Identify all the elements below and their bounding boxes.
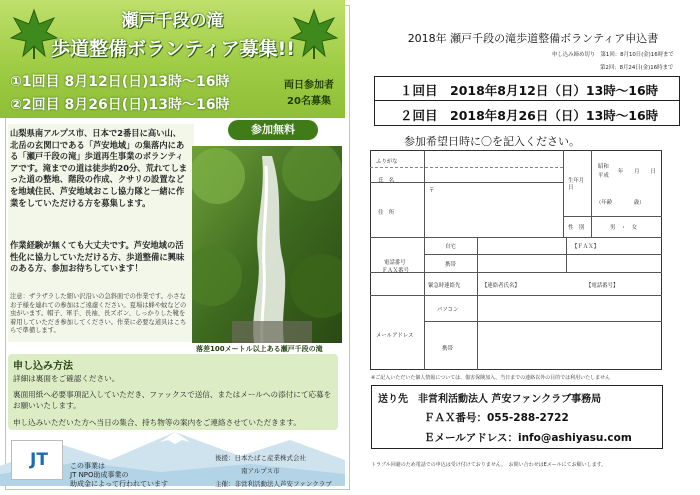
intro-welcome-text: 作業経験が無くても大丈夫です。芦安地域の活性化に協力していただける方、歩道整備に興味のある方、参加お待ちしています！ [10, 240, 185, 274]
birth-label: 生年月日 [568, 178, 585, 191]
event-date-1: ①1回目 8月12日(日)13時～16時 [10, 74, 230, 90]
phone-notice: トラブル回避のため電話での申込は受け付けておりません。 お問い合わせはEメールにてお願いします。 [371, 462, 607, 468]
home-phone-label: 自宅 [445, 244, 456, 250]
email-address[interactable]: Ｅメールアドレス：info@ashiyasu.com [424, 432, 632, 444]
deadline-note: 第2回：8月24日(金)16時まで [600, 65, 674, 71]
application-method-title: 申し込み方法 [13, 361, 73, 372]
deadline-note: 申し込み締め切り 第1回：8月10日(金)16時まで [552, 52, 674, 58]
flyer-subtitle: 歩道整備ボランティア募集!! [51, 38, 295, 60]
application-line: 裏面用紙へ必要事項記入していただき、ファックスで送信、またはメールへの添付にて応募をお願いいたします。 [13, 390, 332, 410]
jt-grant-note: 助成金によって行われています [70, 480, 168, 488]
jt-grant-note: この事業は [70, 462, 105, 470]
contact-phone-field[interactable]: 【電話番号】 [586, 283, 619, 289]
jt-logo [11, 440, 63, 480]
form-title: 2018年 瀬戸千段の滝歩道整備ボランティア申込書 [407, 32, 659, 45]
fax-number: ＦＡＸ番号：055-288-2722 [424, 412, 569, 424]
send-to-label: 送り先 非営利活動法人 芦安ファンクラブ事務局 [378, 394, 602, 405]
jt-logo-text: JT [30, 450, 48, 470]
photo-caption: 落差100メートル以上ある瀬戸千段の滝 [196, 345, 323, 353]
application-line: 詳細は裏面をご確認ください。 [13, 374, 120, 383]
furigana-label: ふりがな [376, 159, 398, 165]
recruit-count-label: 20名募集 [287, 96, 331, 107]
flyer-title: 瀬戸千段の滝 [121, 11, 224, 31]
free-participation-badge: 参加無料 [228, 120, 318, 140]
address-label: 住 所 [378, 210, 395, 216]
application-line: 申し込みいただいた方へ当日の集合、持ち物等の案内をご連絡させていただきます。 [13, 418, 301, 427]
organizer-line: 主催：非営利活動法人芦安ファンクラブ [215, 480, 332, 488]
mobile-label: 携帯 [445, 262, 456, 268]
sex-choice[interactable]: 男 ・ 女 [610, 225, 637, 231]
date-choice-1[interactable]: １回目 2018年8月12日（日）13時～16時 [400, 83, 659, 98]
date-choice-2[interactable]: ２回目 2018年8月26日（日）13時～16時 [400, 108, 659, 123]
fax-label: ＦＡＸ番号 [382, 268, 409, 274]
sponsor-line: 後援：日本たばこ産業株式会社 [215, 454, 306, 462]
privacy-note: ※ご記入いただいた個人情報については、傷害保険加入、当日までの連絡以外の目的では利用いたしません [371, 375, 611, 381]
event-date-2: ②2回目 8月26日(日)13時～16時 [10, 97, 230, 113]
applicant-info-table [370, 150, 662, 370]
contact-name-field[interactable]: 【連絡者氏名】 [482, 283, 520, 289]
both-days-label: 両日参加者 [284, 80, 334, 91]
birth-era: 平成 [598, 173, 609, 179]
jt-grant-note: JT NPO助成事業の [70, 471, 129, 479]
waterfall-photo [192, 146, 342, 343]
address-field[interactable] [432, 196, 557, 232]
circle-instruction: 参加希望日時に〇を記入ください。 [404, 135, 580, 148]
age-field[interactable]: （年齢 歳） [596, 200, 645, 206]
name-field[interactable] [432, 169, 557, 180]
date-choice-divider [374, 100, 680, 101]
birth-era: 昭和 [598, 164, 609, 170]
postal-mark: 〒 [429, 188, 435, 194]
phone-label: 電話番号 [384, 260, 406, 266]
caution-note: 注意：ザラザラした細い沢沿いの急斜面での作業です。小さなお子様を連れての参加はご遠慮ください。夏場は蜂や蚊などの虫がいます。帽子、軍手、長袖、長ズボン、しっかりした靴を着用していただき参加してください。作業に必要な道具はこちらで準備します。 [10, 293, 187, 335]
mobile-email-label: 携帯 [442, 346, 453, 352]
name-label: 氏 名 [378, 178, 395, 184]
sponsor-line: 南アルプス市 [241, 467, 280, 475]
fax-field-label[interactable]: 【ＦＡＸ】 [572, 244, 599, 250]
emergency-label: 緊急時連絡先 [428, 283, 461, 289]
email-label: メールアドレス [376, 333, 414, 339]
sex-label: 性 別 [568, 225, 585, 231]
pc-email-label: パソコン [437, 307, 459, 313]
birth-date-field[interactable]: 年 月 日 [618, 169, 656, 175]
intro-text: 山梨県南アルプス市、日本で2番目に高い山、北岳の玄関口である「芦安地域」の集落内にある「瀬戸千段の滝」歩道再生事業のボランティアです。滝までの道は徒歩約20分、荒れてしまった道の整地、階段の作成、クサリの設置などを地域住民、芦安地域おこし協力隊と一緒に作業をしていただける方を募集します。 [10, 128, 188, 208]
